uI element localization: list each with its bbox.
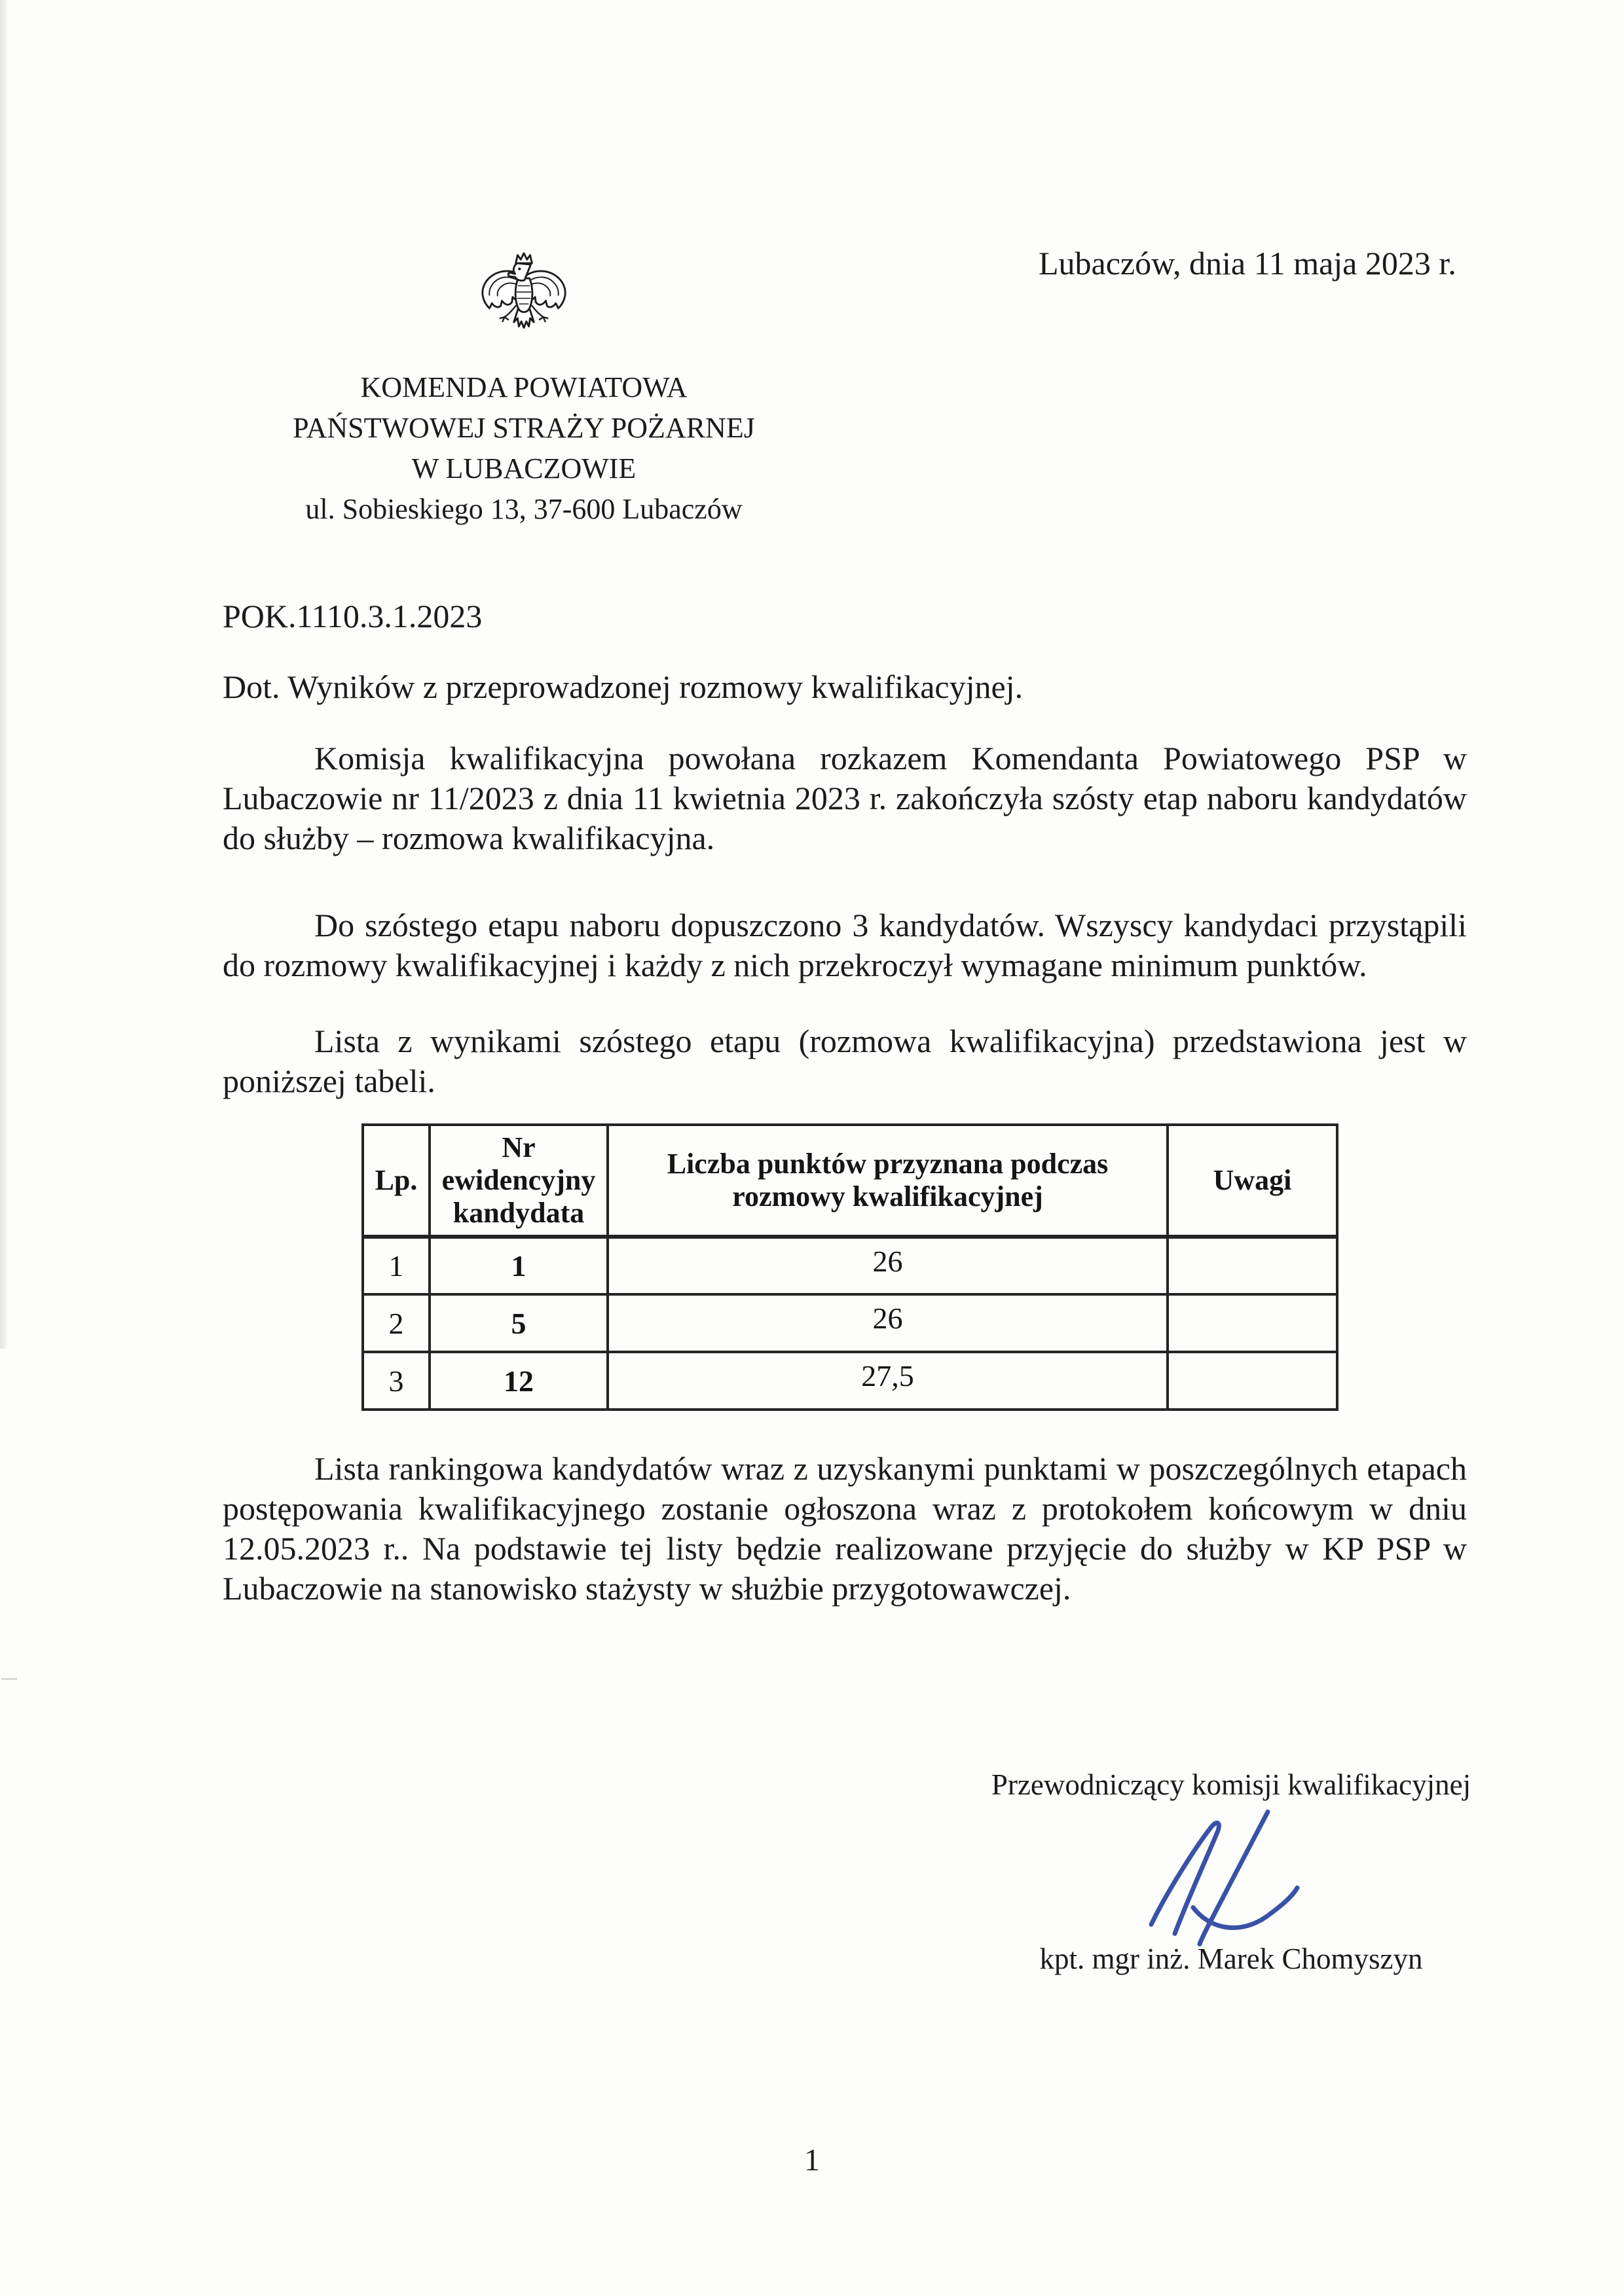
table-row — [363, 1352, 1337, 1410]
table-header-row — [363, 1125, 1337, 1237]
cell-nr: 5 — [430, 1294, 608, 1352]
results-table — [361, 1123, 1338, 1411]
cell-lp: 3 — [363, 1352, 430, 1410]
polish-eagle-emblem-icon — [476, 251, 572, 363]
scan-edge-artifact — [0, 0, 7, 1349]
table-header-candidate-number: Nr ewidencyjny kandydata — [430, 1125, 608, 1237]
cell-remarks — [1168, 1352, 1337, 1410]
paragraph-ranking-announcement: Lista rankingowa kandydatów wraz z uzyskanymi punktami w poszczególnych etapach postępowania kwalifikacyjnego zostanie ogłoszona wraz z protokołem końcowym w dniu 12.05.2023 r.. Na podstawie tej listy będzie realizowane przyjęcie do służby w KP PSP w Lubaczowie na stanowisko stażysty w służbie przygotowawczej. — [223, 1450, 1467, 1607]
date-line: Lubaczów, dnia 11 maja 2023 r. — [1039, 245, 1456, 282]
cell-remarks — [1168, 1237, 1337, 1294]
table-row — [363, 1294, 1337, 1352]
paragraph-table-intro: Lista z wynikami szóstego etapu (rozmowa kwalifikacyjna) przedstawiona jest w poniższej tabeli. — [223, 1023, 1467, 1099]
handwritten-signature — [1105, 1804, 1351, 1947]
reference-number: POK.1110.3.1.2023 — [223, 598, 483, 634]
subject-line: Dot. Wyników z przeprowadzonej rozmowy kwalifikacyjnej. — [223, 668, 1024, 705]
table-header-points: Liczba punktów przyznana podczas rozmowy kwalifikacyjnej — [608, 1125, 1168, 1237]
cell-points: 27,5 — [608, 1352, 1168, 1410]
table-header-lp: Lp. — [363, 1125, 430, 1237]
cell-nr: 12 — [430, 1352, 608, 1410]
letterhead-address: ul. Sobieskiego 13, 37-600 Lubaczów — [305, 493, 743, 525]
letterhead-org-line3: W LUBACZOWIE — [411, 452, 637, 484]
cell-nr: 1 — [430, 1237, 608, 1294]
cell-points: 26 — [608, 1237, 1168, 1294]
letterhead — [275, 251, 773, 530]
cell-lp: 2 — [363, 1294, 430, 1352]
signature-name: kpt. mgr inż. Marek Chomyszyn — [1039, 1942, 1423, 1975]
page-number: 1 — [804, 2143, 820, 2178]
letterhead-org-line2: PAŃSTWOWEJ STRAŻY POŻARNEJ — [293, 412, 755, 444]
cell-points: 26 — [608, 1294, 1168, 1352]
table-header-remarks: Uwagi — [1168, 1125, 1337, 1237]
signature-title: Przewodniczący komisji kwalifikacyjnej — [991, 1768, 1471, 1801]
cell-remarks — [1168, 1294, 1337, 1352]
cell-lp: 1 — [363, 1237, 430, 1294]
paragraph-committee: Komisja kwalifikacyjna powołana rozkazem Komendanta Powiatowego PSP w Lubaczowie nr 11/2023 z dnia 11 kwietnia 2023 r. zakończyła szósty etap naboru kandydatów do służby – rozmowa kwalifikacyjna. — [223, 740, 1467, 856]
table-row — [363, 1237, 1337, 1294]
letterhead-org-line1: KOMENDA POWIATOWA — [360, 371, 688, 403]
scan-dash-artifact — [1, 1678, 17, 1680]
paragraph-candidates: Do szóstego etapu naboru dopuszczono 3 kandydatów. Wszyscy kandydaci przystąpili do rozmowy kwalifikacyjnej i każdy z nich przekroczył wymagane minimum punktów. — [223, 907, 1467, 983]
